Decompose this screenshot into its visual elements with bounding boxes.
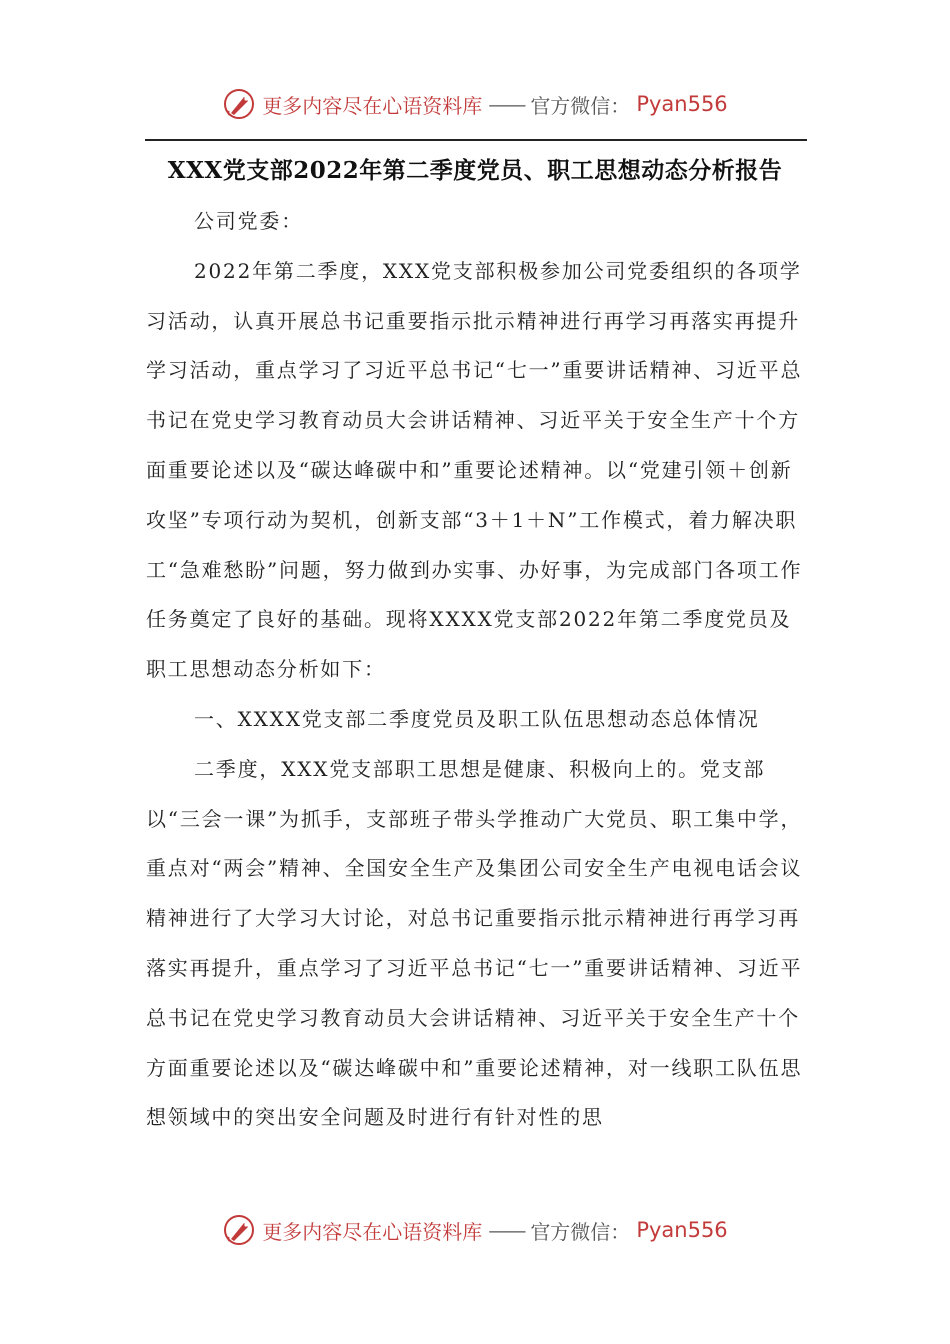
pen-nib-logo-icon: [222, 87, 256, 121]
document-body: [146, 197, 808, 1143]
salutation: 公司党委：: [194, 209, 303, 233]
banner-separator: ——: [488, 92, 525, 116]
banner-official-label: 官方微信：: [530, 93, 631, 118]
header-divider: [145, 139, 807, 141]
banner-wechat-id: Pyan556: [636, 92, 728, 116]
document-title: XXX党支部2022年第二季度党员、职工思想动态分析报告: [167, 157, 783, 184]
banner-separator: ——: [488, 1218, 525, 1242]
banner-wechat-id: Pyan556: [636, 1218, 728, 1242]
paragraph-section-one: 二季度，XXX党支部职工思想是健康、积极向上的。党支部以“三会一课”为抓手，支部班子带头学推动广大党员、职工集中学，重点对“两会”精神、全国安全生产及集团公司安全生产电视电话会议精神进行了大学习大讨论，对总书记重要指示批示精神进行再学习再落实再提升，重点学习了习近平总书记“七一”重要讲话精神、习近平总书记在党史学习教育动员大会讲话精神、习近平关于安全生产十个方面重要论述以及“碳达峰碳中和”重要论述精神，对一线职工队伍思想领域中的突出安全问题及时进行有针对性的思: [146, 756, 803, 1130]
banner-official-label: 官方微信：: [530, 1219, 631, 1244]
section-heading: 一、XXXX党支部二季度党员及职工队伍思想动态总体情况: [194, 706, 760, 731]
header-banner: [0, 84, 950, 124]
footer-banner: [0, 1210, 950, 1250]
pen-nib-logo-icon: [222, 1213, 256, 1247]
paragraph-intro: 2022年第二季度，XXX党支部积极参加公司党委组织的各项学习活动，认真开展总书记重要指示批示精神进行再学习再落实再提升学习活动，重点学习了习近平总书记“七一”重要讲话精神、习近平总书记在党史学习教育动员大会讲话精神、习近平关于安全生产十个方面重要论述以及“碳达峰碳中和”重要论述精神。以“党建引领＋创新攻坚”专项行动为契机，创新支部“3＋1＋N”工作模式，着力解决职工“急难愁盼”问题，努力做到办实事、办好事，为完成部门各项工作任务奠定了良好的基础。现将XXXX党支部2022年第二季度党员及职工思想动态分析如下：: [146, 258, 803, 682]
banner-promo-text: 更多内容尽在心语资料库: [262, 93, 483, 118]
banner-promo-text: 更多内容尽在心语资料库: [262, 1219, 483, 1244]
